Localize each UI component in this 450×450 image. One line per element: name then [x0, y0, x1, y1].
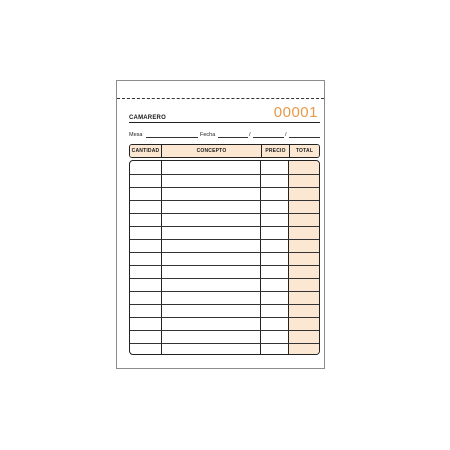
row-divider — [130, 304, 319, 305]
row-divider — [130, 330, 319, 331]
row-divider — [130, 174, 319, 175]
date-label: Fecha — [200, 132, 216, 138]
column-divider — [288, 161, 289, 354]
date-year-field[interactable] — [289, 137, 320, 138]
row-divider — [130, 213, 319, 214]
row-divider — [130, 265, 319, 266]
total-column-shade — [289, 161, 319, 354]
row-divider — [130, 226, 319, 227]
table-field[interactable] — [146, 137, 198, 138]
row-divider — [130, 252, 319, 253]
date-separator-2: / — [285, 132, 287, 138]
column-header-concept: CONCEPTO — [161, 145, 261, 157]
row-divider — [130, 317, 319, 318]
table-header — [129, 144, 320, 158]
receipt-number: 00001 — [273, 104, 318, 121]
row-divider — [130, 187, 319, 188]
row-divider — [130, 239, 319, 240]
date-month-field[interactable] — [253, 137, 284, 138]
column-divider — [260, 161, 261, 354]
date-day-field[interactable] — [218, 137, 248, 138]
waiter-label: CAMARERO — [129, 115, 166, 121]
column-header-quantity: CANTIDAD — [130, 145, 161, 157]
table-label: Mesa — [129, 132, 143, 138]
perforation-line — [117, 98, 324, 99]
invoice-sheet — [116, 80, 325, 369]
row-divider — [130, 200, 319, 201]
column-divider — [161, 161, 162, 354]
info-row — [129, 129, 320, 139]
items-table — [129, 144, 320, 355]
date-separator-1: / — [249, 132, 251, 138]
row-divider — [130, 291, 319, 292]
row-divider — [130, 278, 319, 279]
column-header-price: PRECIO — [261, 145, 289, 157]
table-body — [129, 160, 320, 355]
row-divider — [130, 343, 319, 344]
waiter-field[interactable] — [129, 112, 320, 123]
column-header-total: TOTAL — [289, 145, 319, 157]
